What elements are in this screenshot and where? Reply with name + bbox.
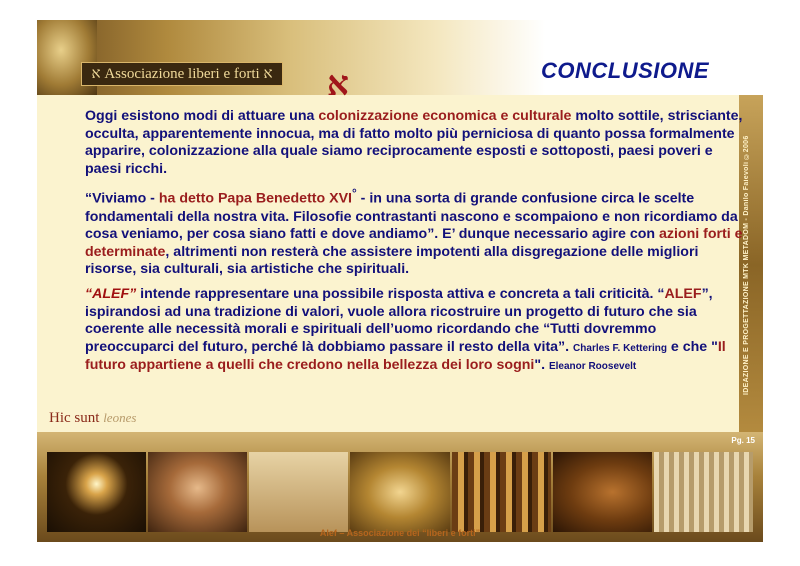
quote-author: Eleanor Roosevelt — [548, 361, 637, 373]
highlight: ha detto Papa Benedetto XVI — [158, 191, 352, 208]
aleph-glyph: א — [327, 66, 349, 103]
page-number: Pg. 15 — [731, 436, 755, 445]
paragraph-2: “Viviamo - ha detto Papa Benedetto XVI° - in una sorta di grande confusione circa le scelte fondamentali della nostra vita. Filosofie contrastanti nascono e scompaiono e non ricordiamo da cosa veniamo, per cosa siano fatti e dove andiamo”. E’ dunque necessario agire con azioni forti e determinate, altrimenti non resterà che assistere impotenti alla disgregazione delle migliori risorse, sia culturali, sia artistiche che spirituali. — [85, 186, 743, 278]
paragraph-3: “ALEF” intende rappresentare una possibile risposta attiva e concreta a tali criticità. “ALEF”, ispirandosi ad una tradizione di valori, vuole allora ricostruire un progetto di futuro che sia coerente alle necessità morali e spirituali dell’uomo ricordando che “Tutti dovremmo preoccuparci del futuro, perché là dobbiamo passare il resto della vita”. Charles F. Kettering e che "Il futuro appartiene a quelli che credono nella bellezza dei loro sogni". Eleanor Roosevelt — [85, 286, 726, 374]
credits-vertical-text: IDEAZIONE E PROGETTAZIONE MTK METADOM - Danilo Faievoli ©2006 — [743, 135, 750, 395]
footer-caption: Alef – Associazione dei “liberi e forti” — [319, 528, 481, 538]
angel-painting-image — [148, 452, 247, 532]
highlight: colonizzazione economica e culturale — [318, 108, 572, 124]
hic-sunt-leones-logo: Hic sunt leones — [49, 410, 137, 426]
association-logo: א Associazione liberi e forti א — [81, 62, 283, 86]
alef-name-inline: ALEF — [664, 286, 702, 303]
slide — [37, 20, 763, 542]
quote-author: Charles F. Kettering — [573, 342, 667, 354]
stained-glass-image — [452, 452, 551, 532]
music-score-image — [249, 452, 348, 532]
violin-image — [553, 452, 652, 532]
organ-pipes-image — [654, 452, 753, 532]
alef-name: “ALEF” — [85, 286, 137, 303]
starburst-image — [47, 452, 146, 532]
image-strip — [47, 452, 753, 532]
highlight: azioni forti e determinate — [85, 226, 743, 260]
page-title: CONCLUSIONE — [541, 58, 710, 83]
highlight: Il futuro appartiene a quelli che credono nella bellezza dei loro sogni — [85, 338, 726, 374]
winged-lion-image — [350, 452, 449, 532]
body-text — [85, 108, 745, 383]
paragraph-1: Oggi esistono modi di attuare una colonizzazione economica e culturale molto sottile, strisciante, occulta, apparentemente innocua, ma di fatto molto più perniciosa di quanto possa formalmente apparire, colonizzazione alla quale siamo reciprocamente esposti e sottoposti, paesi poveri e paesi ricchi. — [85, 108, 743, 177]
